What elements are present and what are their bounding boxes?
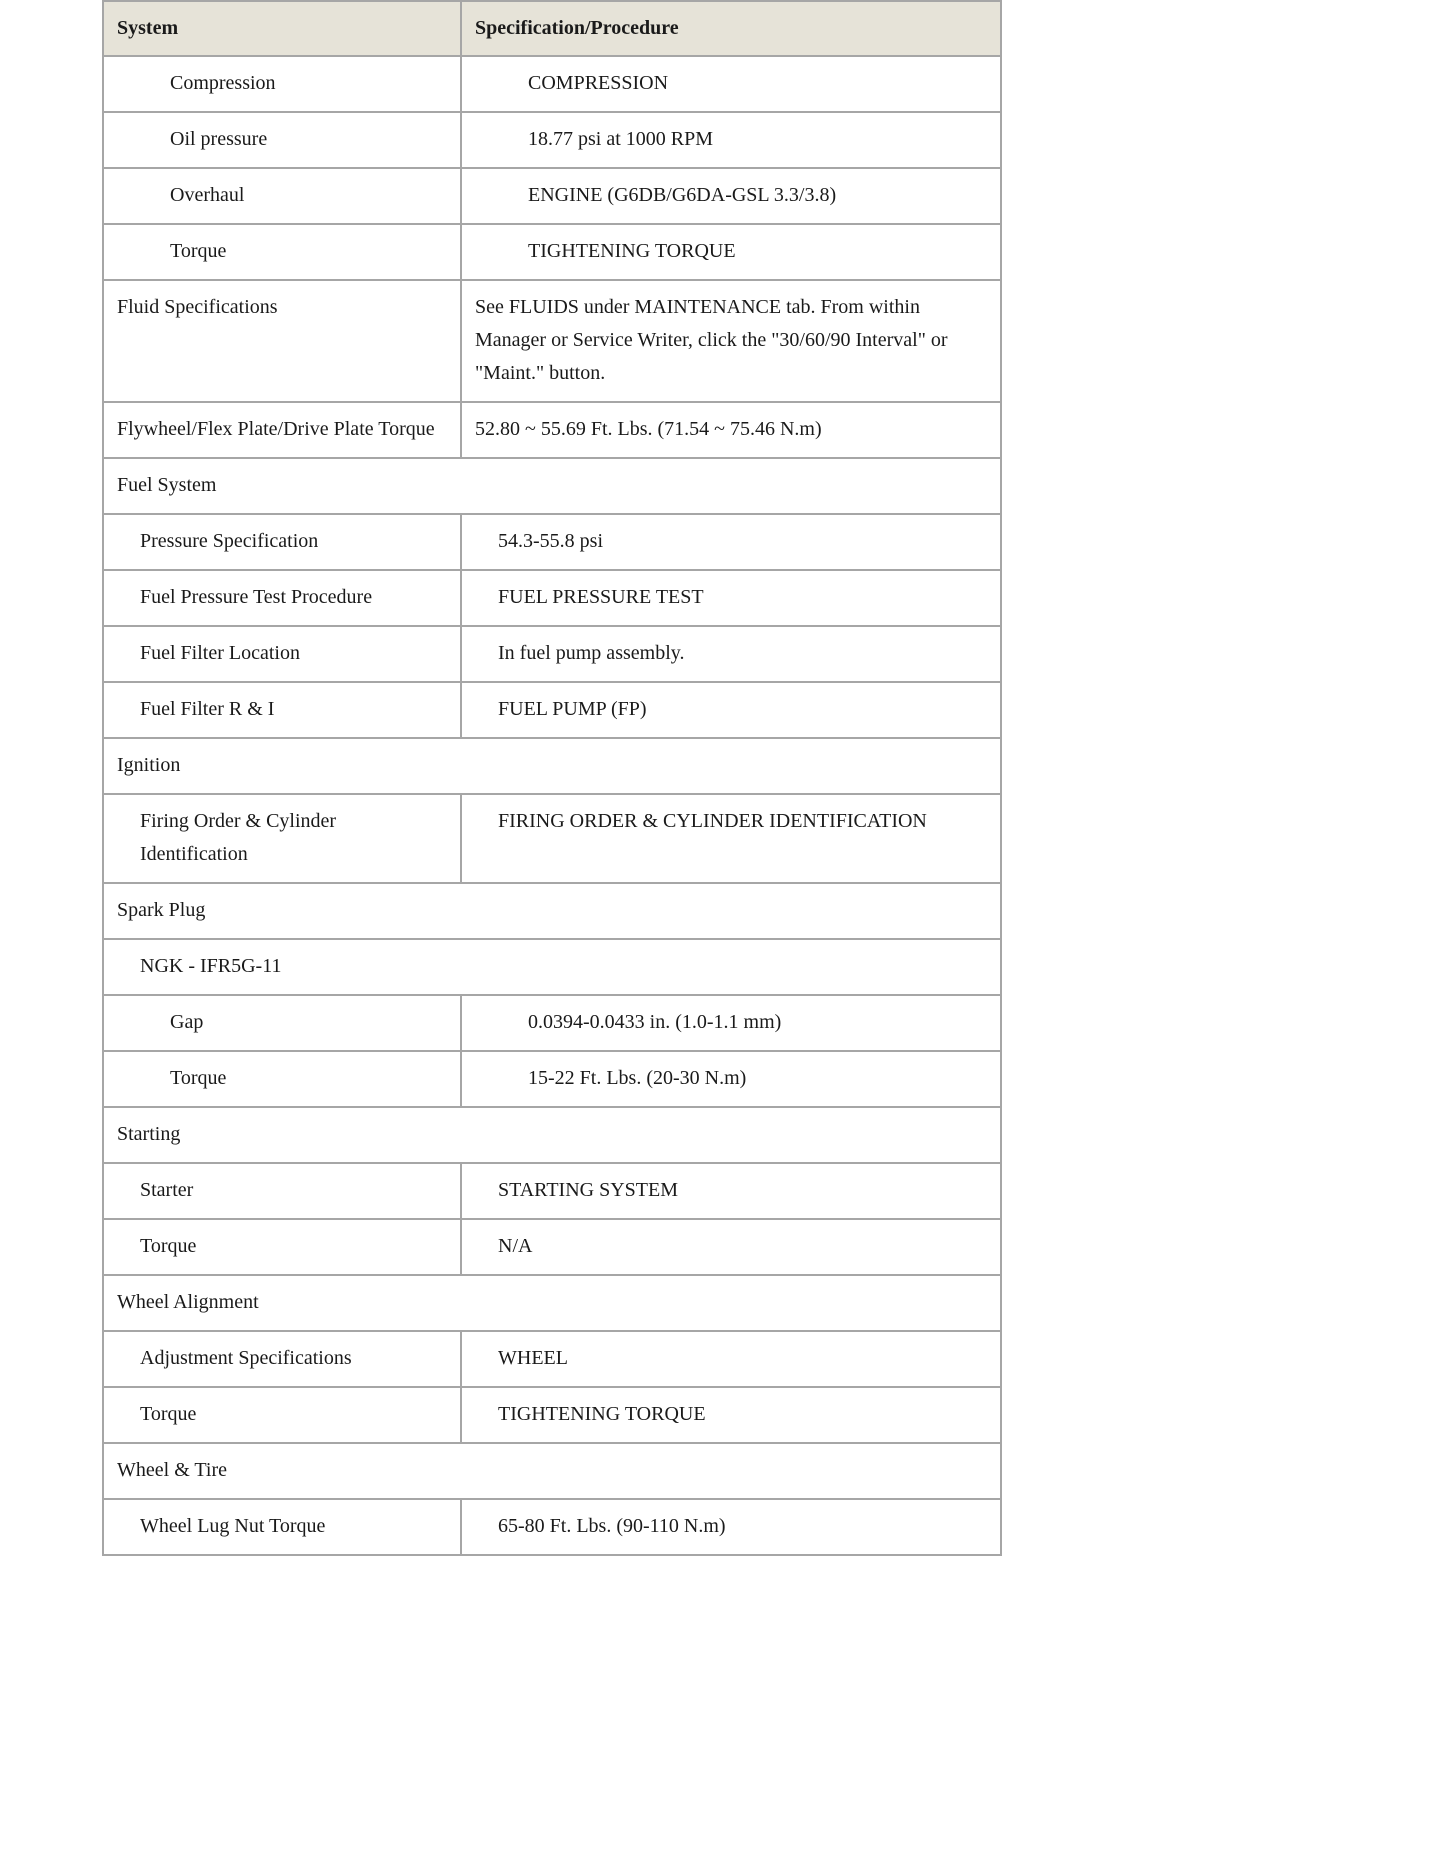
spec-cell: FUEL PUMP (FP) <box>461 682 1001 738</box>
spec-cell: N/A <box>461 1219 1001 1275</box>
group-label: Spark Plug <box>103 883 1001 939</box>
spec-cell: FUEL PRESSURE TEST <box>461 570 1001 626</box>
table-row <box>103 224 1001 280</box>
table-group-row <box>103 939 1001 995</box>
table-group-row <box>103 883 1001 939</box>
table-row <box>103 626 1001 682</box>
system-cell: Torque <box>103 1051 461 1107</box>
system-cell: Wheel Lug Nut Torque <box>103 1499 461 1555</box>
system-cell: Overhaul <box>103 168 461 224</box>
table-group-row <box>103 1107 1001 1163</box>
spec-cell: 15-22 Ft. Lbs. (20-30 N.m) <box>461 1051 1001 1107</box>
group-label: Wheel Alignment <box>103 1275 1001 1331</box>
spec-cell: 18.77 psi at 1000 RPM <box>461 112 1001 168</box>
system-cell: Starter <box>103 1163 461 1219</box>
table-row <box>103 570 1001 626</box>
table-row <box>103 280 1001 402</box>
table-row <box>103 514 1001 570</box>
spec-cell: FIRING ORDER & CYLINDER IDENTIFICATION <box>461 794 1001 883</box>
group-label: Fuel System <box>103 458 1001 514</box>
group-label: Wheel & Tire <box>103 1443 1001 1499</box>
system-cell: Flywheel/Flex Plate/Drive Plate Torque <box>103 402 461 458</box>
specifications-table <box>102 0 1002 1556</box>
table-group-row <box>103 1275 1001 1331</box>
group-label: Starting <box>103 1107 1001 1163</box>
table-group-row <box>103 458 1001 514</box>
spec-cell: COMPRESSION <box>461 56 1001 112</box>
group-label: NGK - IFR5G-11 <box>103 939 1001 995</box>
system-cell: Adjustment Specifications <box>103 1331 461 1387</box>
table-row <box>103 56 1001 112</box>
table-row <box>103 1499 1001 1555</box>
system-cell: Torque <box>103 224 461 280</box>
system-cell: Fuel Filter Location <box>103 626 461 682</box>
table-row <box>103 1219 1001 1275</box>
spec-cell: TIGHTENING TORQUE <box>461 224 1001 280</box>
system-cell: Fluid Specifications <box>103 280 461 402</box>
spec-cell: In fuel pump assembly. <box>461 626 1001 682</box>
spec-cell: STARTING SYSTEM <box>461 1163 1001 1219</box>
table-body <box>103 56 1001 1555</box>
system-cell: Oil pressure <box>103 112 461 168</box>
system-cell: Torque <box>103 1219 461 1275</box>
system-cell: Pressure Specification <box>103 514 461 570</box>
system-cell: Fuel Pressure Test Procedure <box>103 570 461 626</box>
table-row <box>103 1051 1001 1107</box>
table-header <box>103 1 1001 56</box>
system-cell: Compression <box>103 56 461 112</box>
table-row <box>103 112 1001 168</box>
spec-cell: 54.3-55.8 psi <box>461 514 1001 570</box>
table-row <box>103 794 1001 883</box>
spec-cell: ENGINE (G6DB/G6DA-GSL 3.3/3.8) <box>461 168 1001 224</box>
header-specification: Specification/Procedure <box>461 1 1001 56</box>
table-row <box>103 682 1001 738</box>
table-row <box>103 1387 1001 1443</box>
table-row <box>103 1163 1001 1219</box>
table-group-row <box>103 1443 1001 1499</box>
spec-cell: WHEEL <box>461 1331 1001 1387</box>
spec-cell: See FLUIDS under MAINTENANCE tab. From within Manager or Service Writer, click the "30/60/90 Interval" or "Maint." button. <box>461 280 1001 402</box>
table-group-row <box>103 738 1001 794</box>
system-cell: Fuel Filter R & I <box>103 682 461 738</box>
spec-cell: 52.80 ~ 55.69 Ft. Lbs. (71.54 ~ 75.46 N.m) <box>461 402 1001 458</box>
table-row <box>103 168 1001 224</box>
system-cell: Firing Order & Cylinder Identification <box>103 794 461 883</box>
table-row <box>103 995 1001 1051</box>
system-cell: Torque <box>103 1387 461 1443</box>
header-system: System <box>103 1 461 56</box>
spec-cell: TIGHTENING TORQUE <box>461 1387 1001 1443</box>
spec-cell: 65-80 Ft. Lbs. (90-110 N.m) <box>461 1499 1001 1555</box>
table-row <box>103 1331 1001 1387</box>
table-row <box>103 402 1001 458</box>
group-label: Ignition <box>103 738 1001 794</box>
header-row <box>103 1 1001 56</box>
spec-cell: 0.0394-0.0433 in. (1.0-1.1 mm) <box>461 995 1001 1051</box>
system-cell: Gap <box>103 995 461 1051</box>
